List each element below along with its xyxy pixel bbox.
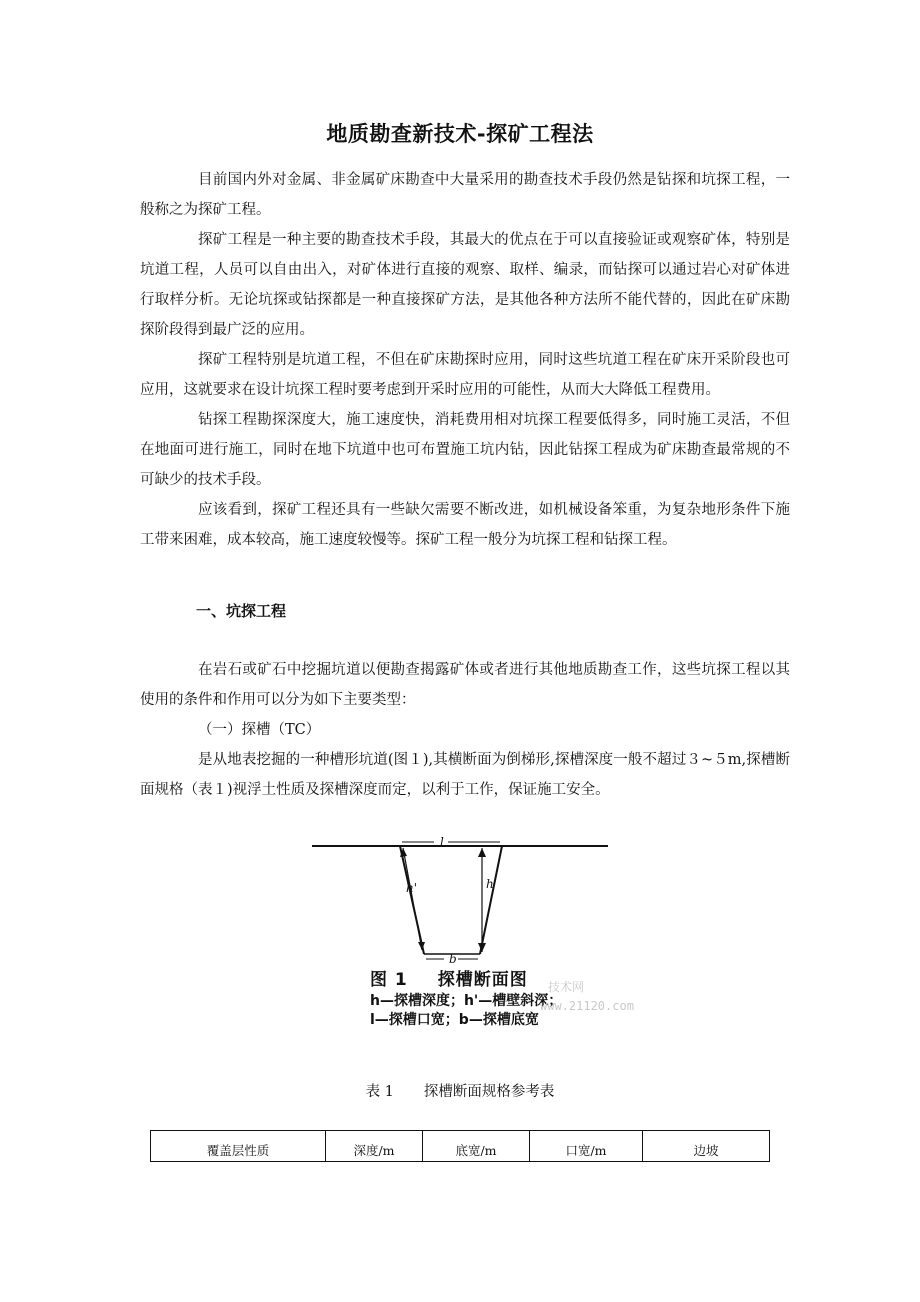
trench-right-wall: [480, 846, 502, 954]
table-header-cell: 口宽/m: [530, 1131, 643, 1162]
figure-caption-title: [370, 965, 562, 990]
watermark-url: www.21120.com: [540, 999, 634, 1013]
h-prime-arrow: [403, 848, 422, 950]
figure-title: 探槽断面图: [437, 970, 528, 990]
watermark: [540, 978, 634, 1016]
pit-section: [140, 655, 790, 805]
paragraph: 钻探工程勘探深度大，施工速度快，消耗费用相对坑探工程要低得多，同时施工灵活，不但在地面可进行施工，同时在地下坑道中也可布置施工坑内钻，因此钻探工程成为矿床勘查最常规的不可缺少的技术手段。: [140, 412, 790, 488]
figure-legend: h—探槽深度；h'—槽壁斜深；: [370, 993, 563, 1009]
figure-number: 图 1: [370, 970, 408, 990]
table-header-cell: 边坡: [643, 1131, 770, 1162]
paragraph: 探矿工程是一种主要的勘查技术手段，其最大的优点在于可以直接验证或观察矿体，特别是坑道工程，人员可以自由出入，对矿体进行直接的观察、取样、编录，而钻探可以通过岩心对矿体进行取样分析。无论坑探或钻探都是一种直接探矿方法，是其他各种方法所不能代替的，因此在矿床勘探阶段得到最广泛的应用。: [140, 232, 790, 338]
paragraph: 在岩石或矿石中挖掘坑道以便勘查揭露矿体或者进行其他地质勘查工作，这些坑探工程以其使用的条件和作用可以分为如下主要类型：: [140, 662, 790, 708]
table-header-cell: 深度/m: [326, 1131, 423, 1162]
paragraph: 应该看到，探矿工程还具有一些缺欠需要不断改进，如机械设备笨重，为复杂地形条件下施工带来困难，成本较高，施工速度较慢等。探矿工程一般分为坑探工程和钻探工程。: [140, 502, 790, 548]
watermark-text: 技术网: [548, 980, 585, 994]
table-header-cell: 底宽/m: [423, 1131, 530, 1162]
paragraph: 目前国内外对金属、非金属矿床勘查中大量采用的勘查技术手段仍然是钻探和坑探工程，一般称之为探矿工程。: [140, 172, 790, 218]
label-h: h: [486, 877, 494, 891]
figure-caption: [370, 965, 562, 1030]
label-h-prime: h': [406, 881, 418, 895]
figure-legend: l—探槽口宽；b—探槽底宽: [370, 1012, 539, 1028]
intro-section: [140, 165, 790, 555]
arrowhead: [478, 943, 486, 952]
arrowhead: [418, 942, 425, 950]
document-title: 地质勘查新技术-探矿工程法: [326, 122, 594, 146]
paragraph: 探矿工程特别是坑道工程，不但在矿床勘探时应用，同时这些坑道工程在矿床开采阶段也可应用，这就要求在设计坑探工程时要考虑到开采时应用的可能性，从而大大降低工程费用。: [140, 352, 790, 398]
subheading: （一）探槽（TC）: [198, 722, 321, 738]
table-title: 探槽断面规格参考表: [423, 1084, 555, 1100]
label-l: l: [440, 835, 444, 849]
table-caption: [0, 1080, 920, 1101]
trench-spec-table: [150, 1130, 770, 1162]
table-header-row: [151, 1131, 770, 1162]
arrowhead: [478, 848, 486, 857]
paragraph: 是从地表挖掘的一种槽形坑道(图１),其横断面为倒梯形,探槽深度一般不超过３~５m,探槽断面规格（表１)视浮土性质及探槽深度而定，以利于工作，保证施工安全。: [140, 752, 790, 798]
label-b: b: [449, 952, 457, 966]
table-number: 表 1: [365, 1084, 394, 1100]
section-heading: 一、坑探工程: [196, 602, 287, 620]
trench-left-wall: [400, 846, 424, 954]
table-header-cell: 覆盖层性质: [151, 1131, 326, 1162]
